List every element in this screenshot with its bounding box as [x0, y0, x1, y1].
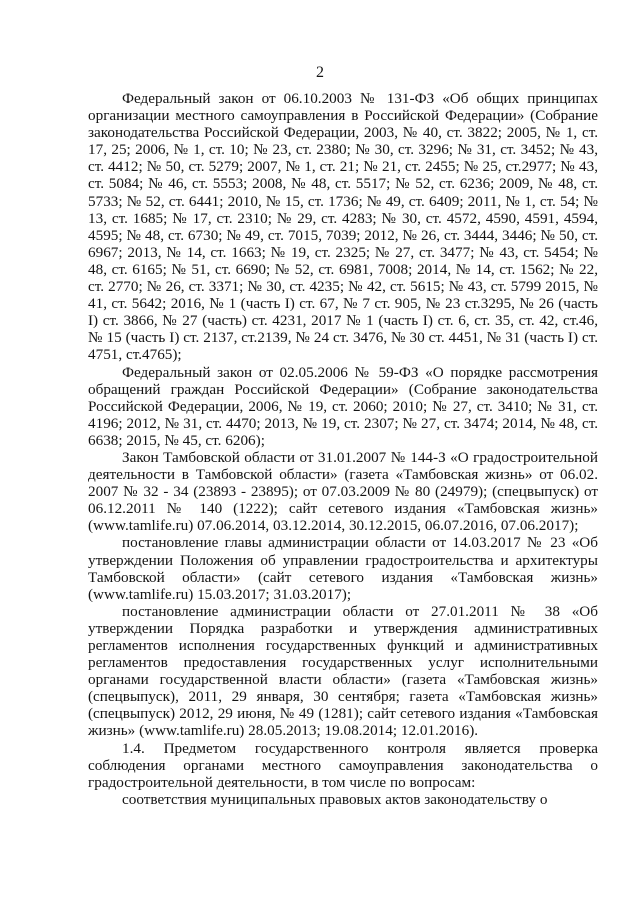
paragraph-resolution-38: постановление администрации области от 27.01.2011 № 38 «Об утверждении Порядка разработки и утверждения административных регламентов исполнения государственных функций и административных регламентов предоставления государственных услуг исполнительными органами государственной власти области» (газета «Тамбовская жизнь» (спецвыпуск), 2011, 29 января, 30 сентября; газета «Тамбовская жизнь» (спецвыпуск) 2012, 29 июня, № 49 (1281); сайт сетевого издания «Тамбовская жизнь» (www.tamlife.ru) 28.05.2013; 19.08.2014; 12.01.2016). [88, 602, 598, 740]
page-number: 2 [316, 64, 324, 81]
paragraph-law-59-fz: Федеральный закон от 02.05.2006 № 59-ФЗ «О порядке рассмотрения обращений граждан Российской Федерации» (Собрание законодательства Российской Федерации, 2006, № 19, ст. 2060; 2010; № 27, ст. 3410; № 31, ст. 4196; 2012, № 31, ст. 4470; 2013, № 19, ст. 2307; № 27, ст. 3474; 2014, № 48, ст. 6638; 2015, № 45, ст. 6206); [88, 363, 598, 449]
document-body [88, 90, 598, 808]
paragraph-continuation: соответствия муниципальных правовых актов законодательству о [122, 790, 548, 808]
paragraph-section-1-4: 1.4. Предметом государственного контроля является проверка соблюдения органами местного самоуправления законодательства о градостроительной деятельности, в том числе по вопросам: [88, 739, 598, 791]
paragraph-tambov-law-144-z: Закон Тамбовской области от 31.01.2007 № 144-З «О градостроительной деятельности в Тамбовской области» (газета «Тамбовская жизнь» от 06.02. 2007 № 32 - 34 (23893 - 23895); от 07.03.2009 № 80 (24979); (спецвыпуск) от 06.12.2011 № 140 (1222); сайт сетевого издания «Тамбовская жизнь» (www.tamlife.ru) 07.06.2014, 03.12.2014, 30.12.2015, 06.07.2016, 07.06.2017); [88, 448, 598, 535]
paragraph-resolution-23: постановление главы администрации области от 14.03.2017 № 23 «Об утверждении Положения об управлении градостроительства и архитектуры Тамбовской области» (сайт сетевого издания «Тамбовская жизнь» (www.tamlife.ru) 15.03.2017; 31.03.2017); [88, 534, 598, 603]
paragraph-law-131-fz: Федеральный закон от 06.10.2003 № 131-ФЗ «Об общих принципах организации местного самоуправления в Российской Федерации» (Собрание законодательства Российской Федерации, 2003, № 40, ст. 3822; 2005, № 1, ст. 17, 25; 2006, № 1, ст. 10; № 23, ст. 2380; № 30, ст. 3296; № 31, ст. 3452; № 43, ст. 4412; № 50, ст. 5279; 2007, № 1, ст. 21; № 21, ст. 2455; № 25, ст.2977; № 43, ст. 5084; № 46, ст. 5553; 2008, № 48, ст. 5517; № 52, ст. 6236; 2009, № 48, ст. 5733; № 52, ст. 6441; 2010, № 15, ст. 1736; № 49, ст. 6409; 2011, № 1, ст. 54; № 13, ст. 1685; № 17, ст. 2310; № 29, ст. 4283; № 30, ст. 4572, 4590, 4591, 4594, 4595; № 48, ст. 6730; № 49, ст. 7015, 7039; 2012, № 26, ст. 3444, 3446; № 50, ст. 6967; 2013, № 14, ст. 1663; № 19, ст. 2325; № 27, ст. 3477; № 43, ст. 5454; № 48, ст. 6165; № 51, ст. 6690; № 52, ст. 6981, 7008; 2014, № 14, ст. 1562; № 22, ст. 2770; № 26, ст. 3371; № 30, ст. 4235; № 42, ст. 5615; № 43, ст. 5799 2015, № 41, ст. 5642; 2016, № 1 (часть I) ст. 67, № 7 ст. 905, № 23 ст.3295, № 26 (часть I) ст. 3866, № 27 (часть) ст. 4231, 2017 № 1 (часть I) ст. 6, ст. 35, ст. 42, ст.46, № 15 (часть I) ст. 2137, ст.2139, № 24 ст. 3476, № 30 ст. 4451, № 31 (часть I) ст. 4751, ст.4765); [88, 90, 598, 364]
